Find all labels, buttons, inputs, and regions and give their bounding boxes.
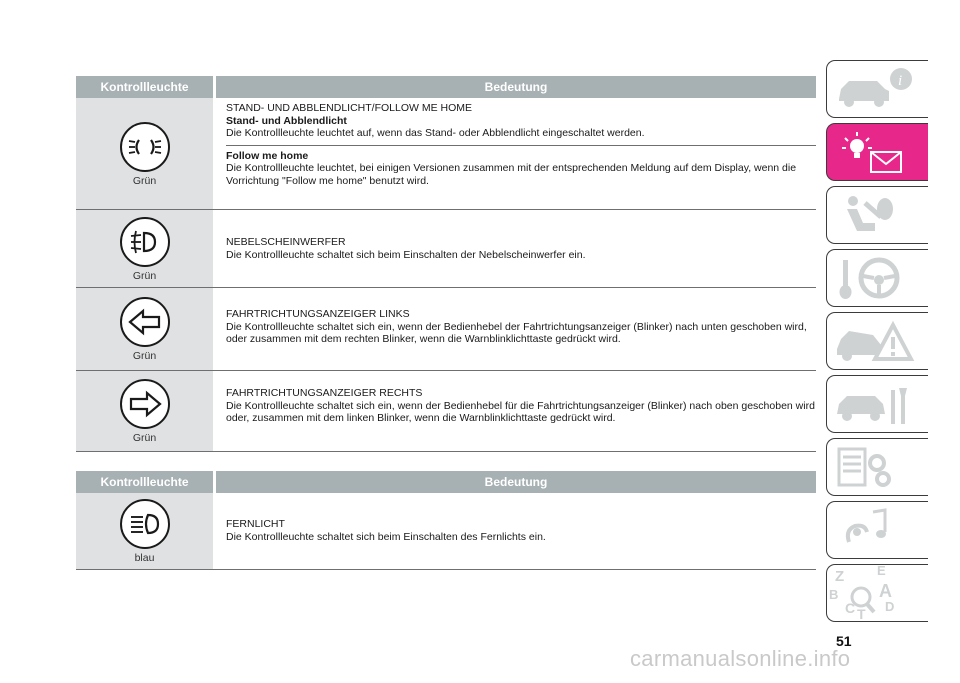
table-row (76, 371, 816, 452)
row-text: Die Kontrollleuchte schaltet sich beim Einschalten der Nebelscheinwerfer ein. (226, 248, 586, 261)
sub-title: Follow me home (226, 149, 309, 162)
header-bedeutung: Bedeutung (216, 471, 816, 493)
table-row (76, 210, 816, 288)
index-letter: E (877, 565, 886, 578)
high-beam-icon (119, 498, 171, 550)
header-kontrollleuchte: Kontrollleuchte (76, 471, 213, 493)
row-title: NEBELSCHEINWERFER (226, 236, 346, 248)
index-letter: T (857, 606, 866, 622)
sub-text: Die Kontrollleuchte leuchtet auf, wenn das Stand- oder Abblendlicht eingeschaltet werden. (226, 127, 645, 139)
sub-title: Stand- und Abblendlicht (226, 114, 347, 127)
tab-emergency[interactable] (826, 312, 928, 370)
index-letter: D (885, 599, 895, 614)
tab-warning-lights[interactable] (826, 123, 928, 181)
index-letter: C (845, 600, 856, 616)
tab-index[interactable] (826, 564, 928, 622)
row-title: STAND- UND ABBLENDLICHT/FOLLOW ME HOME (226, 102, 473, 114)
turn-left-icon (119, 296, 171, 348)
color-label: Grün (132, 269, 157, 282)
warning-light-message-icon (827, 124, 928, 181)
header-bedeutung: Bedeutung (216, 76, 816, 98)
table-row (76, 288, 816, 371)
index-letter: B (829, 587, 839, 602)
tab-safety[interactable] (826, 186, 928, 244)
alphabetical-index-icon (827, 565, 928, 622)
table-row (76, 493, 816, 570)
row-text: Die Kontrollleuchte schaltet sich ein, wenn der Bedienhebel für die Fahrtrichtungsanzeiger (Blinker) nach oben geschoben wird oder, zusammen mit dem linken Blinker, wenn die Warnblinklichttaste gedrückt wird. (226, 399, 815, 424)
table-row (76, 98, 816, 210)
watermark: carmanualsonline.info (630, 646, 851, 671)
table-header (76, 471, 816, 493)
tab-car-info[interactable] (826, 60, 928, 118)
tab-starting-driving[interactable] (826, 249, 928, 307)
chapter-sidebar (826, 60, 928, 627)
car-maintenance-icon (827, 376, 928, 433)
index-letter: A (879, 581, 892, 601)
color-label: Grün (132, 174, 157, 187)
sub-text: Die Kontrollleuchte leuchtet, bei einigen Versionen zusammen mit der entsprechenden Meldung auf dem Display, wenn die Vorrichtung "Follow me home" benutzt wird. (226, 162, 797, 187)
row-title: FAHRTRICHTUNGSANZEIGER LINKS (226, 308, 410, 320)
multimedia-icon (827, 502, 928, 559)
airbag-seat-icon (827, 187, 928, 244)
row-text: Die Kontrollleuchte schaltet sich beim Einschalten des Fernlichts ein. (226, 530, 546, 543)
table-header (76, 76, 816, 98)
row-text: Die Kontrollleuchte schaltet sich ein, wenn der Bedienhebel der Fahrtrichtungsanzeiger (Blinker) nach unten geschoben wird, oder zusammen mit dem rechten Blinker, wenn die Warnblinklichttaste gedrückt wird. (226, 320, 807, 345)
fog-light-icon (119, 216, 171, 268)
car-info-icon (827, 61, 928, 118)
side-low-beam-icon (119, 121, 171, 173)
tab-multimedia[interactable] (826, 501, 928, 559)
index-letter: Z (835, 568, 845, 585)
tab-maintenance[interactable] (826, 375, 928, 433)
indicator-table-2 (76, 471, 816, 570)
svg-text:i: i (898, 73, 903, 89)
technical-data-icon (827, 439, 928, 496)
color-label: Grün (132, 350, 157, 362)
row-title: FERNLICHT (226, 518, 285, 530)
turn-right-icon (119, 378, 171, 430)
row-title: FAHRTRICHTUNGSANZEIGER RECHTS (226, 387, 423, 399)
color-label: Grün (132, 432, 157, 444)
car-breakdown-icon (827, 313, 928, 370)
tab-technical-data[interactable] (826, 438, 928, 496)
indicator-table-1 (76, 76, 816, 452)
page-number: 51 (836, 633, 852, 649)
header-kontrollleuchte: Kontrollleuchte (76, 76, 213, 98)
key-steering-wheel-icon (827, 250, 928, 307)
color-label: blau (134, 552, 155, 564)
